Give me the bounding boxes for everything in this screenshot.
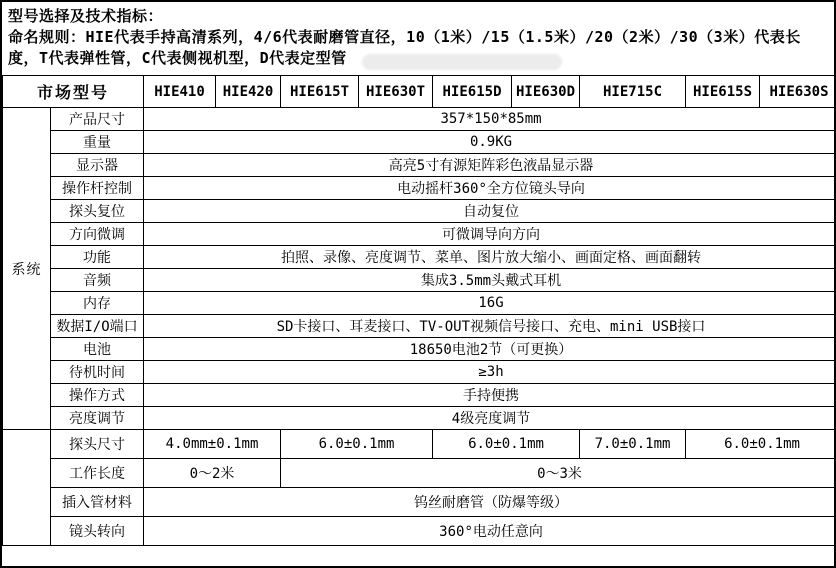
spec-value-direction-trim: 可微调导向方向	[144, 223, 836, 246]
model-header-hie630t: HIE630T	[359, 76, 433, 108]
spec-label-functions: 功能	[51, 246, 144, 269]
spec-label-audio: 音频	[51, 269, 144, 292]
spec-value-joystick-control: 电动摇杆360°全方位镜头导向	[144, 177, 836, 200]
spec-value-weight: 0.9KG	[144, 131, 836, 154]
spec-label-product-size: 产品尺寸	[51, 108, 144, 131]
spec-value-functions: 拍照、录像、亮度调节、菜单、图片放大缩小、画面定格、画面翻转	[144, 246, 836, 269]
spec-label-standby-time: 待机时间	[51, 361, 144, 384]
table-header-row	[3, 76, 836, 108]
table-row	[3, 108, 836, 131]
model-header-hie420: HIE420	[216, 76, 281, 108]
intro-naming-rule-line2: 度，T代表弹性管，C代表侧视机型，D代表定型管	[8, 49, 347, 67]
model-header-hie615t: HIE615T	[281, 76, 359, 108]
spec-value-standby-time: ≥3h	[144, 361, 836, 384]
spec-table	[2, 75, 836, 546]
spec-label-memory: 内存	[51, 292, 144, 315]
table-row	[3, 361, 836, 384]
spec-value-product-size: 357*150*85mm	[144, 108, 836, 131]
probe-size-hie615s-630s: 6.0±0.1mm	[686, 430, 836, 459]
table-row	[3, 131, 836, 154]
probe-size-hie615t-630t: 6.0±0.1mm	[281, 430, 433, 459]
spec-value-brightness: 4级亮度调节	[144, 407, 836, 430]
spec-label-tube-material: 插入管材料	[51, 488, 144, 517]
table-row	[3, 269, 836, 292]
spec-label-lens-steering: 镜头转向	[51, 517, 144, 546]
intro-naming-rule-line1: 命名规则：HIE代表手持高清系列，4/6代表耐磨管直径，10（1米）/15（1.5米）/20（2米）/30（3米）代表长	[8, 28, 801, 46]
table-row	[3, 430, 836, 459]
table-row	[3, 246, 836, 269]
probe-size-hie615d-630d: 6.0±0.1mm	[433, 430, 580, 459]
table-row	[3, 338, 836, 361]
spec-value-memory: 16G	[144, 292, 836, 315]
spec-label-weight: 重量	[51, 131, 144, 154]
spec-value-lens-steering: 360°电动任意向	[144, 517, 836, 546]
working-length-hie410-420: 0～2米	[144, 459, 281, 488]
model-header-hie715c: HIE715C	[580, 76, 686, 108]
probe-size-hie410-420: 4.0mm±0.1mm	[144, 430, 281, 459]
table-row	[3, 384, 836, 407]
table-row	[3, 200, 836, 223]
spec-label-working-length: 工作长度	[51, 459, 144, 488]
table-row	[3, 407, 836, 430]
spec-value-operation-mode: 手持便携	[144, 384, 836, 407]
table-row	[3, 177, 836, 200]
model-header-hie615s: HIE615S	[686, 76, 760, 108]
spec-label-operation-mode: 操作方式	[51, 384, 144, 407]
spec-value-battery: 18650电池2节（可更换）	[144, 338, 836, 361]
probe-group-cell	[3, 430, 51, 546]
table-row	[3, 488, 836, 517]
table-row	[3, 459, 836, 488]
spec-label-battery: 电池	[51, 338, 144, 361]
model-header-hie630d: HIE630D	[512, 76, 580, 108]
table-row	[3, 223, 836, 246]
spec-value-audio: 集成3.5mm头戴式耳机	[144, 269, 836, 292]
spec-value-display: 高亮5寸有源矩阵彩色液晶显示器	[144, 154, 836, 177]
table-row	[3, 517, 836, 546]
spec-label-brightness: 亮度调节	[51, 407, 144, 430]
spec-label-joystick-control: 操作杆控制	[51, 177, 144, 200]
spec-value-tube-material: 钨丝耐磨管（防爆等级）	[144, 488, 836, 517]
spec-label-display: 显示器	[51, 154, 144, 177]
spec-label-probe-size: 探头尺寸	[51, 430, 144, 459]
spec-label-direction-trim: 方向微调	[51, 223, 144, 246]
intro-title: 型号选择及技术指标：	[8, 7, 164, 25]
table-row	[3, 315, 836, 338]
redacted-patch	[362, 54, 562, 70]
spec-value-probe-reset: 自动复位	[144, 200, 836, 223]
model-header-hie615d: HIE615D	[433, 76, 512, 108]
probe-size-hie715c: 7.0±0.1mm	[580, 430, 686, 459]
table-row	[3, 292, 836, 315]
spec-label-io-ports: 数据I/O端口	[51, 315, 144, 338]
table-row	[3, 154, 836, 177]
model-header-hie630s: HIE630S	[760, 76, 836, 108]
spec-label-probe-reset: 探头复位	[51, 200, 144, 223]
working-length-others: 0～3米	[281, 459, 836, 488]
spec-value-io-ports: SD卡接口、耳麦接口、TV-OUT视频信号接口、充电、mini USB接口	[144, 315, 836, 338]
system-group-label: 系统	[3, 108, 51, 430]
model-header-hie410: HIE410	[144, 76, 216, 108]
market-model-header: 市场型号	[3, 76, 144, 108]
